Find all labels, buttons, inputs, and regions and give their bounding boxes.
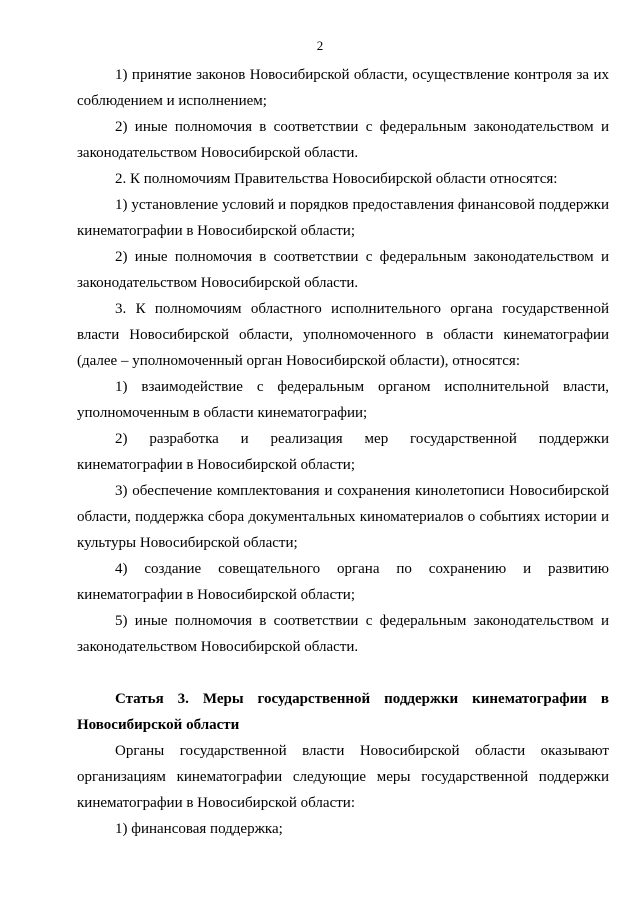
page-number: 2 xyxy=(316,38,324,53)
paragraph: Органы государственной власти Новосибирской области оказывают организациям кинематографии следующие меры государственной поддержки кинематографии в Новосибирской области: xyxy=(77,743,609,811)
paragraph: 1) установление условий и порядков предоставления финансовой поддержки кинематографии в Новосибирской области; xyxy=(77,197,609,239)
paragraph: 2) разработка и реализация мер государственной поддержки кинематографии в Новосибирской области; xyxy=(77,431,609,473)
paragraph: 1) принятие законов Новосибирской области, осуществление контроля за их соблюдением и исполнением; xyxy=(77,67,609,109)
paragraph: 3) обеспечение комплектования и сохранения кинолетописи Новосибирской области, поддержка сбора документальных киноматериалов о событиях истории и культуры Новосибирской области; xyxy=(77,483,609,551)
paragraph: 5) иные полномочия в соответствии с федеральным законодательством и законодательством Новосибирской области. xyxy=(77,613,609,655)
paragraph: 3. К полномочиям областного исполнительного органа государственной власти Новосибирской области, уполномоченного в области кинематографии (далее – уполномоченный орган Новосибирской области), относятся: xyxy=(77,301,609,369)
paragraph: 2) иные полномочия в соответствии с федеральным законодательством и законодательством Новосибирской области. xyxy=(77,249,609,291)
section-spacer xyxy=(77,660,609,686)
document-body xyxy=(77,62,609,842)
paragraph: 2) иные полномочия в соответствии с федеральным законодательством и законодательством Новосибирской области. xyxy=(77,119,609,161)
paragraph: 1) взаимодействие с федеральным органом исполнительной власти, уполномоченным в области кинематографии; xyxy=(77,379,609,421)
paragraph: 2. К полномочиям Правительства Новосибирской области относятся: xyxy=(115,171,558,187)
paragraph: 4) создание совещательного органа по сохранению и развитию кинематографии в Новосибирской области; xyxy=(77,561,609,603)
article-heading: Статья 3. Меры государственной поддержки кинематографии в Новосибирской области xyxy=(77,691,609,733)
paragraph: 1) финансовая поддержка; xyxy=(115,821,283,837)
